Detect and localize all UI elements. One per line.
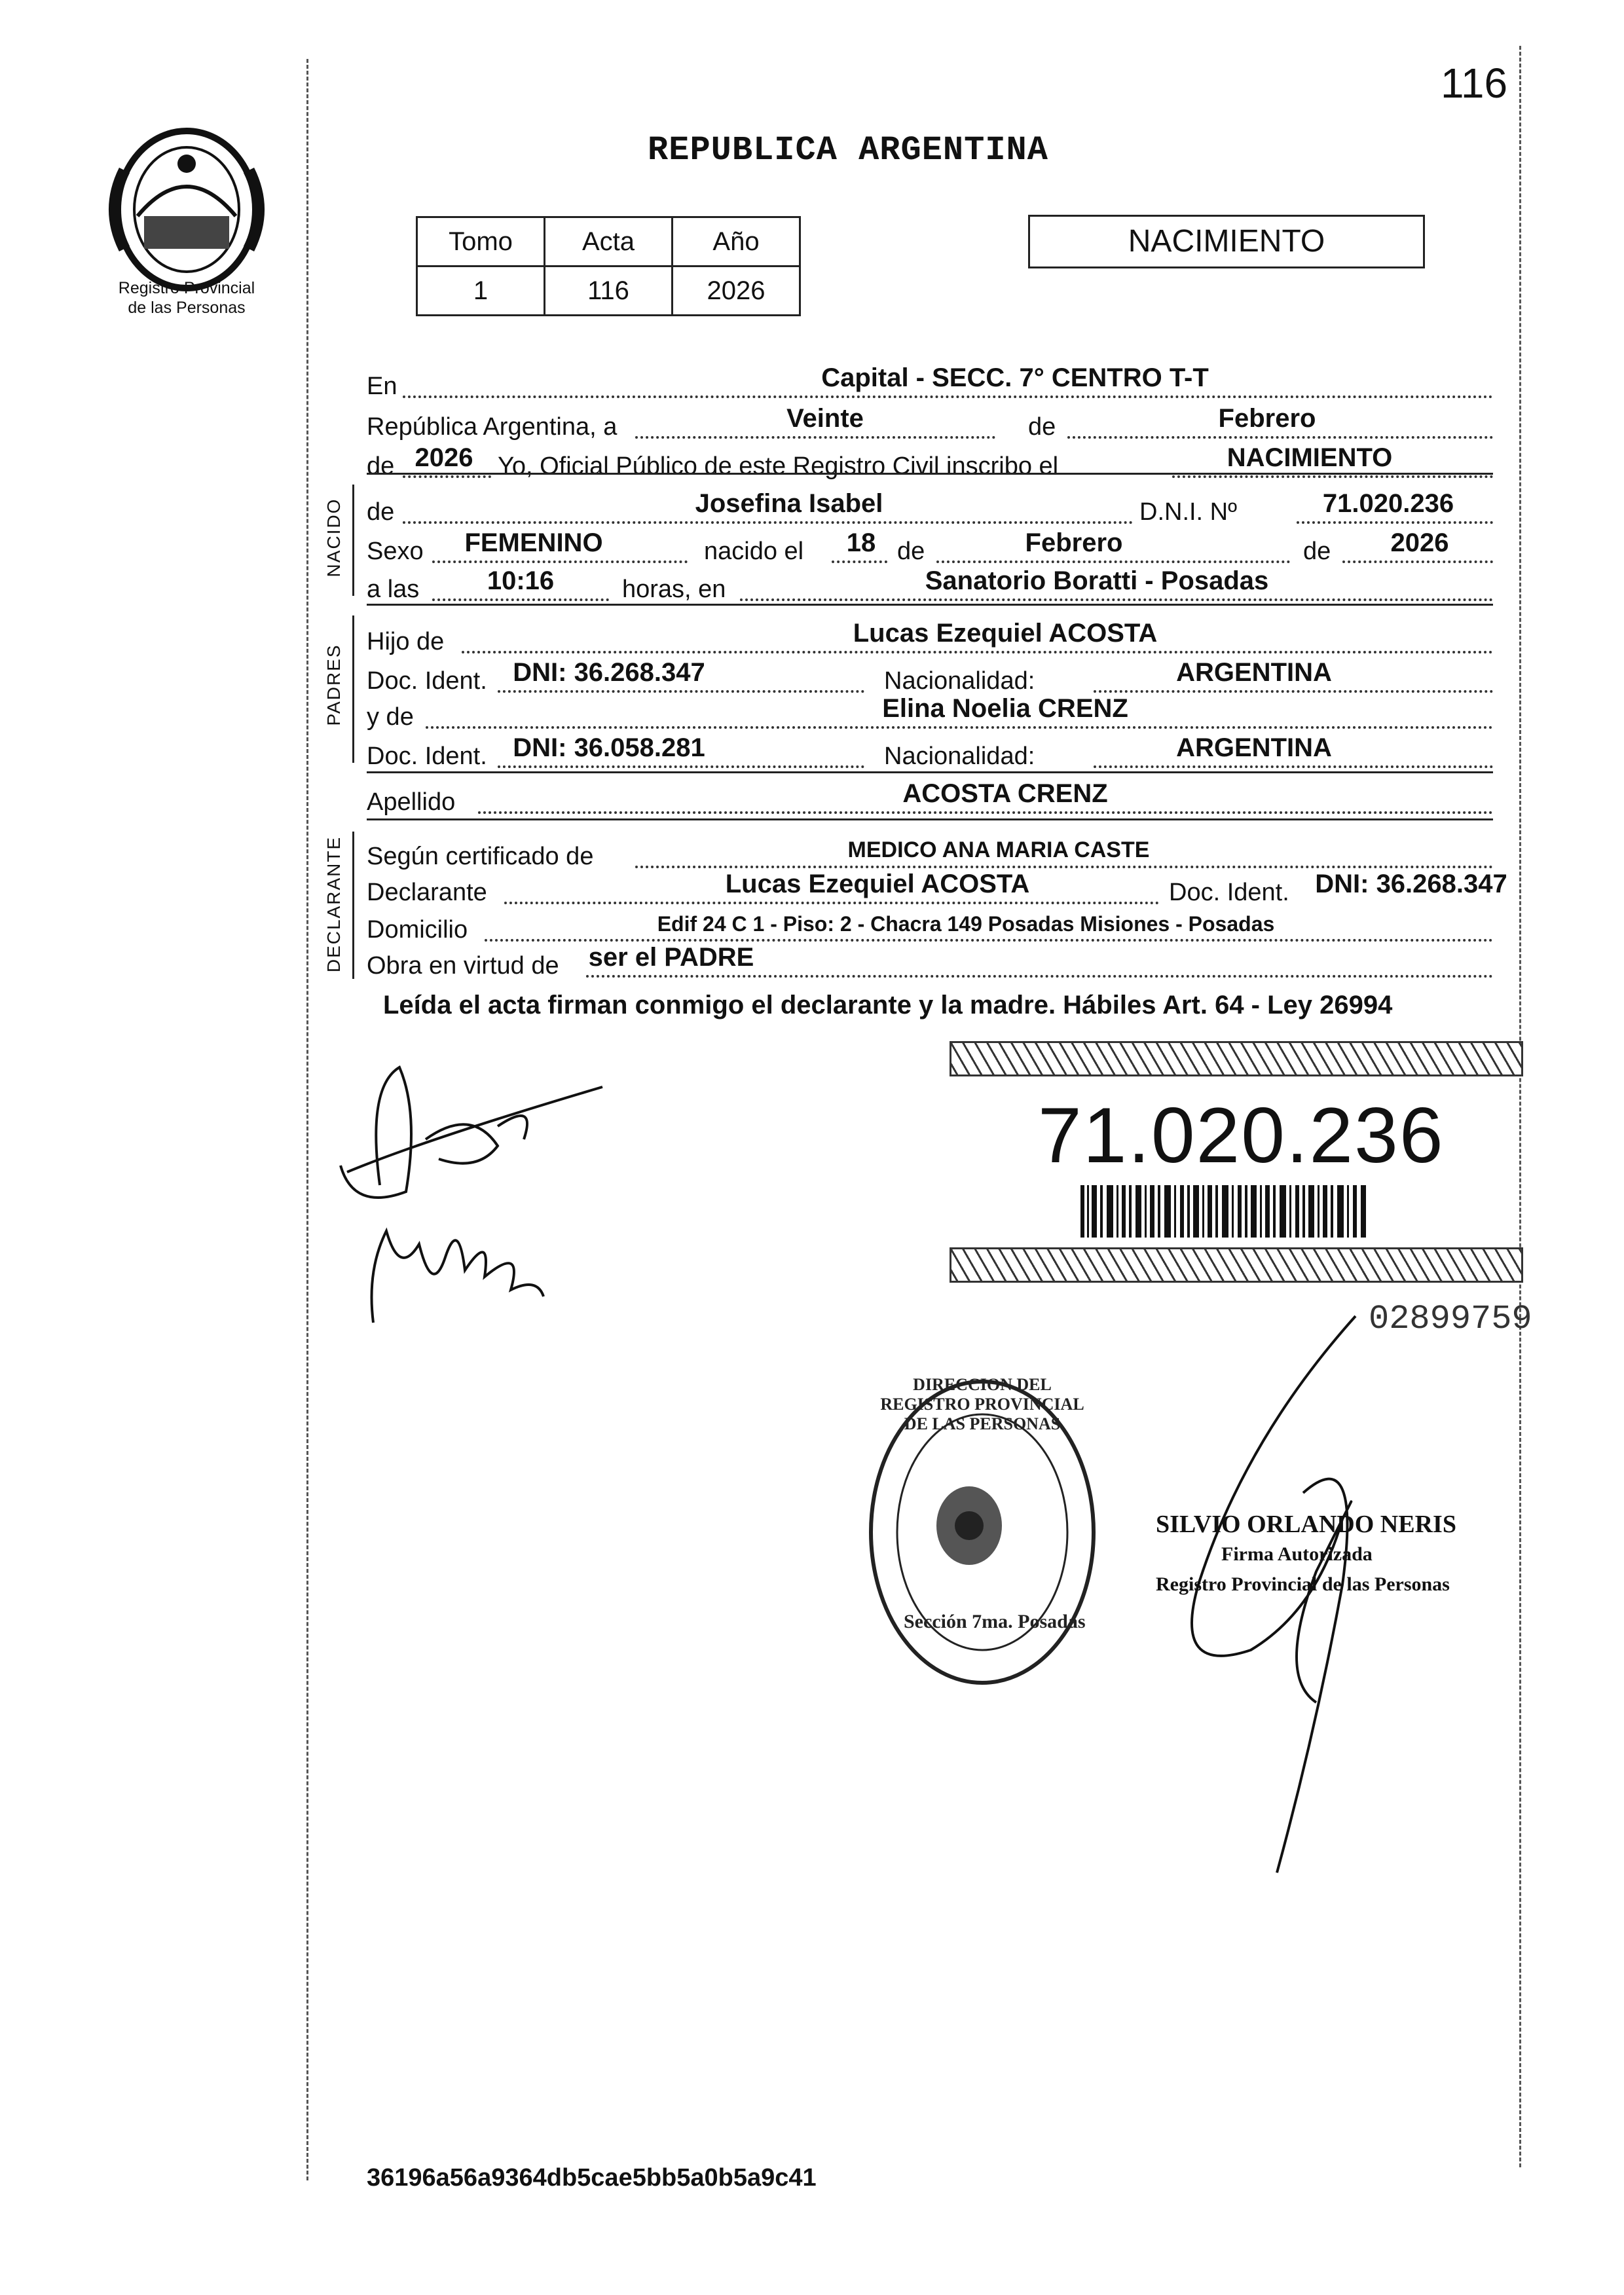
officer-title: Firma Autorizada	[1221, 1543, 1373, 1565]
header-tomo: Tomo	[417, 217, 545, 266]
decl-label: Declarante	[367, 879, 487, 906]
apellido-value: ACOSTA CRENZ	[902, 779, 1108, 808]
apellido-label: Apellido	[367, 788, 456, 816]
event-value: NACIMIENTO	[1227, 443, 1393, 472]
dotted-line	[498, 765, 864, 768]
row-hora	[367, 566, 1493, 605]
dotted-line	[832, 560, 887, 563]
registry-label	[79, 278, 295, 318]
page-number: 116	[1441, 60, 1508, 107]
birth-place: Sanatorio Boratti - Posadas	[925, 566, 1269, 595]
father-name: Lucas Ezequiel ACOSTA	[853, 619, 1158, 648]
row-mother-doc	[367, 733, 1493, 772]
row-domicilio	[367, 910, 1493, 946]
mother-name: Elina Noelia CRENZ	[882, 694, 1128, 723]
doc-label: Doc. Ident.	[1169, 879, 1289, 906]
serial-number: 02899759	[1369, 1300, 1532, 1338]
dotted-line	[1094, 690, 1493, 693]
birth-day: 18	[846, 528, 876, 557]
doc-label: Doc. Ident.	[367, 743, 487, 770]
value-ano: 2026	[673, 266, 800, 316]
stamp-text	[877, 1375, 1087, 1434]
hijo-label: Hijo de	[367, 628, 445, 655]
declarante-name: Lucas Ezequiel ACOSTA	[725, 870, 1030, 898]
nac-label: Nacionalidad:	[884, 667, 1035, 695]
dotted-line	[1067, 436, 1493, 439]
stamp-outer-text: DIRECCION DEL REGISTRO PROVINCIAL DE LAS PERSONAS	[880, 1375, 1084, 1433]
row-en	[367, 363, 1493, 402]
separator	[367, 604, 1493, 606]
nacido-section-label: NACIDO	[323, 498, 344, 578]
de-label: de	[1303, 538, 1331, 565]
doc-label: Doc. Ident.	[367, 667, 487, 695]
document-hash: 36196a56a9364db5cae5bb5a0b5a9c41	[367, 2164, 817, 2192]
de2-label: de	[367, 452, 395, 480]
row-obra	[367, 943, 1493, 982]
dotted-line	[485, 939, 1493, 942]
dotted-line	[586, 975, 1493, 978]
dotted-line	[635, 436, 995, 439]
month-value: Febrero	[1218, 404, 1316, 433]
dotted-line	[426, 726, 1493, 729]
yo-label: Yo, Oficial Público de este Registro Civil inscribo el	[498, 452, 1059, 480]
value-tomo: 1	[417, 266, 545, 316]
cert-value: MEDICO ANA MARIA CASTE	[847, 837, 1150, 862]
dotted-line	[635, 866, 1493, 868]
dotted-line	[504, 902, 1159, 904]
rep-label: República Argentina, a	[367, 413, 618, 441]
registry-label-line1: Registro Provincial	[118, 279, 255, 297]
nacido-label: nacido el	[704, 538, 804, 565]
record-table	[416, 216, 801, 316]
address-value: Edif 24 C 1 - Piso: 2 - Chacra 149 Posadas Misiones - Posadas	[657, 912, 1275, 936]
officer-signature	[1146, 1310, 1513, 1899]
value-acta: 116	[545, 266, 673, 316]
de-label: de	[1028, 413, 1056, 441]
dotted-line	[432, 560, 688, 563]
header-ano: Año	[673, 217, 800, 266]
declarante-signature	[327, 1061, 629, 1336]
padres-section-label: PADRES	[323, 644, 344, 726]
barcode-bars	[1080, 1185, 1369, 1238]
dotted-line	[478, 811, 1493, 814]
dotted-line	[403, 395, 1493, 398]
separator	[367, 818, 1493, 820]
father-nationality: ARGENTINA	[1176, 658, 1332, 687]
de-label: de	[897, 538, 925, 565]
row-father-doc	[367, 658, 1493, 697]
dotted-line	[432, 598, 609, 601]
declarante-section-label: DECLARANTE	[323, 835, 344, 973]
dotted-line	[936, 560, 1290, 563]
dotted-line	[1094, 765, 1493, 768]
sexo-value: FEMENINO	[464, 528, 603, 557]
row-year	[367, 443, 1493, 482]
closing-text: Leída el acta firman conmigo el declarante y la madre. Hábiles Art. 64 - Ley 26994	[383, 991, 1393, 1019]
declarante-bar	[352, 832, 354, 979]
yde-label: y de	[367, 703, 414, 731]
year-value: 2026	[415, 443, 473, 472]
separator	[367, 473, 1493, 475]
nacido-bar	[352, 485, 354, 596]
document-title: REPUBLICA ARGENTINA	[648, 131, 1048, 170]
dotted-line	[1342, 560, 1493, 563]
father-doc: DNI: 36.268.347	[513, 658, 705, 687]
alas-label: a las	[367, 576, 420, 603]
dotted-line	[403, 521, 1133, 524]
birth-year: 2026	[1390, 528, 1449, 557]
role-value: ser el PADRE	[588, 943, 754, 972]
row-republica	[367, 404, 1493, 443]
row-mother	[367, 694, 1493, 733]
mother-doc: DNI: 36.058.281	[513, 733, 705, 762]
dotted-line	[498, 690, 864, 693]
row-cert	[367, 837, 1493, 872]
row-apellido	[367, 779, 1493, 818]
row-declarante	[367, 870, 1507, 908]
de-label: de	[367, 498, 395, 526]
security-band-top	[950, 1041, 1523, 1076]
day-value: Veinte	[786, 404, 864, 433]
row-sexo	[367, 528, 1493, 567]
stamp-inner-text: Sección 7ma. Posadas	[904, 1611, 1086, 1632]
officer-block	[1156, 1509, 1456, 1600]
obra-label: Obra en virtud de	[367, 952, 559, 980]
dni-barcode-block	[950, 1041, 1519, 1283]
dotted-line	[462, 651, 1493, 653]
separator	[367, 771, 1493, 773]
officer-office: Registro Provincial de las Personas	[1156, 1573, 1450, 1595]
mother-nationality: ARGENTINA	[1176, 733, 1332, 762]
dotted-line	[1172, 475, 1493, 478]
declarante-doc: DNI: 36.268.347	[1315, 870, 1507, 898]
dni-label: D.N.I. Nº	[1139, 498, 1237, 526]
row-name	[367, 489, 1493, 528]
left-margin-line	[306, 59, 308, 2180]
birth-month: Febrero	[1025, 528, 1123, 557]
nac-label: Nacionalidad:	[884, 743, 1035, 770]
child-name: Josefina Isabel	[695, 489, 883, 518]
place-value: Capital - SECC. 7° CENTRO T-T	[821, 363, 1209, 392]
header-acta: Acta	[545, 217, 673, 266]
dotted-line	[740, 598, 1493, 601]
en-label: En	[367, 373, 397, 400]
officer-name: SILVIO ORLANDO NERIS	[1156, 1511, 1456, 1538]
right-margin-line	[1519, 46, 1521, 2167]
birth-time: 10:16	[487, 566, 555, 595]
dom-label: Domicilio	[367, 916, 468, 944]
province-seal-icon	[98, 118, 275, 295]
child-dni: 71.020.236	[1322, 489, 1454, 518]
sexo-label: Sexo	[367, 538, 424, 565]
record-type-box: NACIMIENTO	[1028, 215, 1425, 268]
dni-number: 71.020.236	[1038, 1092, 1445, 1179]
dotted-line	[1297, 521, 1493, 524]
horas-label: horas, en	[622, 576, 726, 603]
row-father	[367, 619, 1493, 657]
registry-label-line2: de las Personas	[128, 299, 246, 317]
padres-bar	[352, 615, 354, 763]
dotted-line	[403, 475, 491, 478]
cert-label: Según certificado de	[367, 843, 594, 870]
security-band-bottom	[950, 1247, 1523, 1283]
